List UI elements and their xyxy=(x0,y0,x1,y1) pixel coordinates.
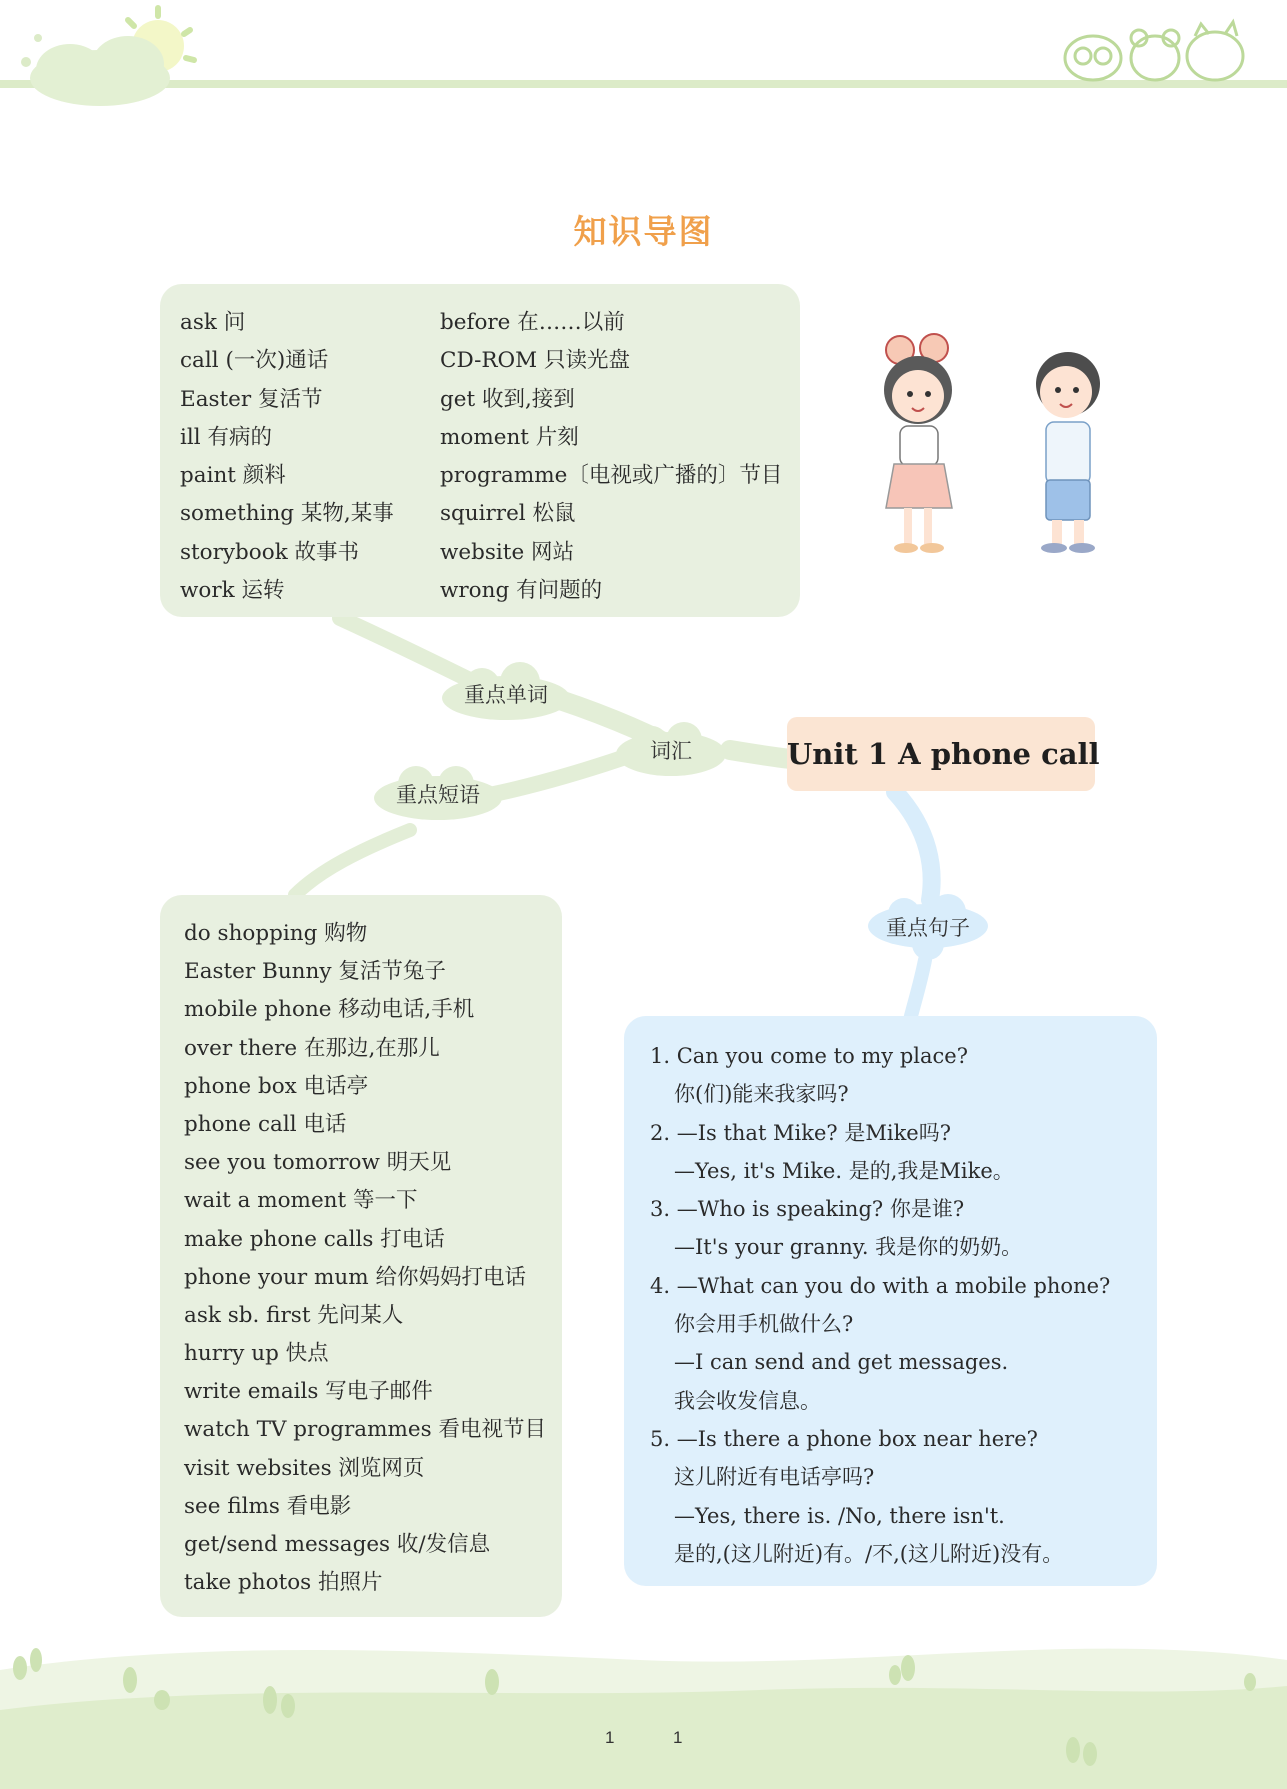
sentence-line: —Yes, it's Mike. 是的,我是Mike。 xyxy=(674,1158,1014,1183)
branch-vocab xyxy=(612,718,730,782)
word-item: website 网站 xyxy=(440,539,574,565)
key-sentences-list xyxy=(650,1037,1110,1573)
key-words-left-column xyxy=(180,304,394,610)
phrase-item: make phone calls 打电话 xyxy=(184,1226,445,1252)
word-item: squirrel 松鼠 xyxy=(440,501,576,527)
phrase-item: do shopping 购物 xyxy=(184,921,368,946)
word-item: get 收到,接到 xyxy=(440,386,575,412)
branch-key-words-label: 重点单词 xyxy=(464,683,548,707)
branch-key-sentences-label: 重点句子 xyxy=(886,916,970,940)
children-on-phone-illustration xyxy=(850,330,1120,590)
word-item: CD-ROM 只读光盘 xyxy=(440,348,631,374)
word-item: storybook 故事书 xyxy=(180,539,360,565)
key-words-box xyxy=(160,284,800,617)
word-item: call (一次)通话 xyxy=(180,348,329,374)
branch-key-words xyxy=(438,660,574,728)
phrase-item: mobile phone 移动电话,手机 xyxy=(184,997,475,1023)
word-item: something 某物,某事 xyxy=(180,501,394,527)
hills-trees-decoration xyxy=(0,1630,1287,1789)
phrase-item: phone call 电话 xyxy=(184,1111,347,1137)
sentence-line: 2. —Is that Mike? 是Mike吗? xyxy=(650,1120,951,1145)
page-number: 1 xyxy=(605,1728,615,1747)
sentence-line: 5. —Is there a phone box near here? xyxy=(650,1426,1038,1451)
phrase-item: see films 看电影 xyxy=(184,1493,352,1519)
key-phrases-box xyxy=(160,895,562,1617)
phrase-item: hurry up 快点 xyxy=(184,1341,329,1367)
key-words-right-column xyxy=(440,304,782,610)
sentence-line: 4. —What can you do with a mobile phone? xyxy=(650,1273,1111,1298)
sentence-line: —It's your granny. 我是你的奶奶。 xyxy=(674,1235,1023,1260)
sentence-line: 1. Can you come to my place? xyxy=(650,1044,968,1068)
key-sentences-box xyxy=(624,1016,1157,1586)
branch-key-phrases-label: 重点短语 xyxy=(396,783,480,807)
sentence-line: 是的,(这儿附近)有。/不,(这儿附近)没有。 xyxy=(674,1541,1064,1566)
girl-illustration xyxy=(884,334,952,553)
word-item: Easter 复活节 xyxy=(180,386,323,412)
phrase-item: Easter Bunny 复活节兔子 xyxy=(184,959,446,985)
word-item: moment 片刻 xyxy=(440,424,579,450)
phrase-item: take photos 拍照片 xyxy=(184,1570,383,1596)
phrase-item: ask sb. first 先问某人 xyxy=(184,1302,404,1328)
phrase-item: write emails 写电子邮件 xyxy=(184,1379,433,1405)
sentence-line: 3. —Who is speaking? 你是谁? xyxy=(650,1197,965,1222)
phrase-item: get/send messages 收/发信息 xyxy=(184,1532,491,1557)
branch-vocab-label: 词汇 xyxy=(650,739,692,763)
word-item: wrong 有问题的 xyxy=(440,578,603,604)
branch-key-sentences xyxy=(864,892,992,962)
word-item: programme〔电视或广播的〕节目 xyxy=(440,463,783,489)
sentence-line: 这儿附近有电话亭吗? xyxy=(674,1465,875,1490)
word-item: ask 问 xyxy=(180,310,246,335)
word-item: work 运转 xyxy=(180,578,285,604)
phrase-item: over there 在那边,在那儿 xyxy=(184,1035,440,1061)
sentence-line: 你会用手机做什么? xyxy=(674,1312,854,1337)
page-number: 1 xyxy=(673,1728,683,1747)
page-title: 知识导图 xyxy=(573,212,714,251)
sentence-line: —I can send and get messages. xyxy=(674,1350,1009,1375)
phrase-item: see you tomorrow 明天见 xyxy=(184,1150,452,1176)
phrase-item: phone your mum 给你妈妈打电话 xyxy=(184,1264,526,1290)
key-phrases-list xyxy=(184,915,546,1602)
word-item: ill 有病的 xyxy=(180,424,272,450)
phrase-item: visit websites 浏览网页 xyxy=(184,1455,425,1481)
sentence-line: 你(们)能来我家吗? xyxy=(674,1082,849,1107)
phrase-item: phone box 电话亭 xyxy=(184,1073,369,1099)
word-item: paint 颜料 xyxy=(180,463,286,489)
branch-key-phrases xyxy=(370,760,506,828)
boy-illustration xyxy=(1036,352,1100,553)
sentence-line: —Yes, there is. /No, there isn't. xyxy=(674,1503,1005,1528)
word-item: before 在……以前 xyxy=(440,310,625,335)
phrase-item: watch TV programmes 看电视节目 xyxy=(184,1417,546,1443)
sentence-line: 我会收发信息。 xyxy=(674,1388,821,1413)
unit-title-badge: Unit 1 A phone call xyxy=(787,717,1095,791)
phrase-item: wait a moment 等一下 xyxy=(184,1188,418,1214)
